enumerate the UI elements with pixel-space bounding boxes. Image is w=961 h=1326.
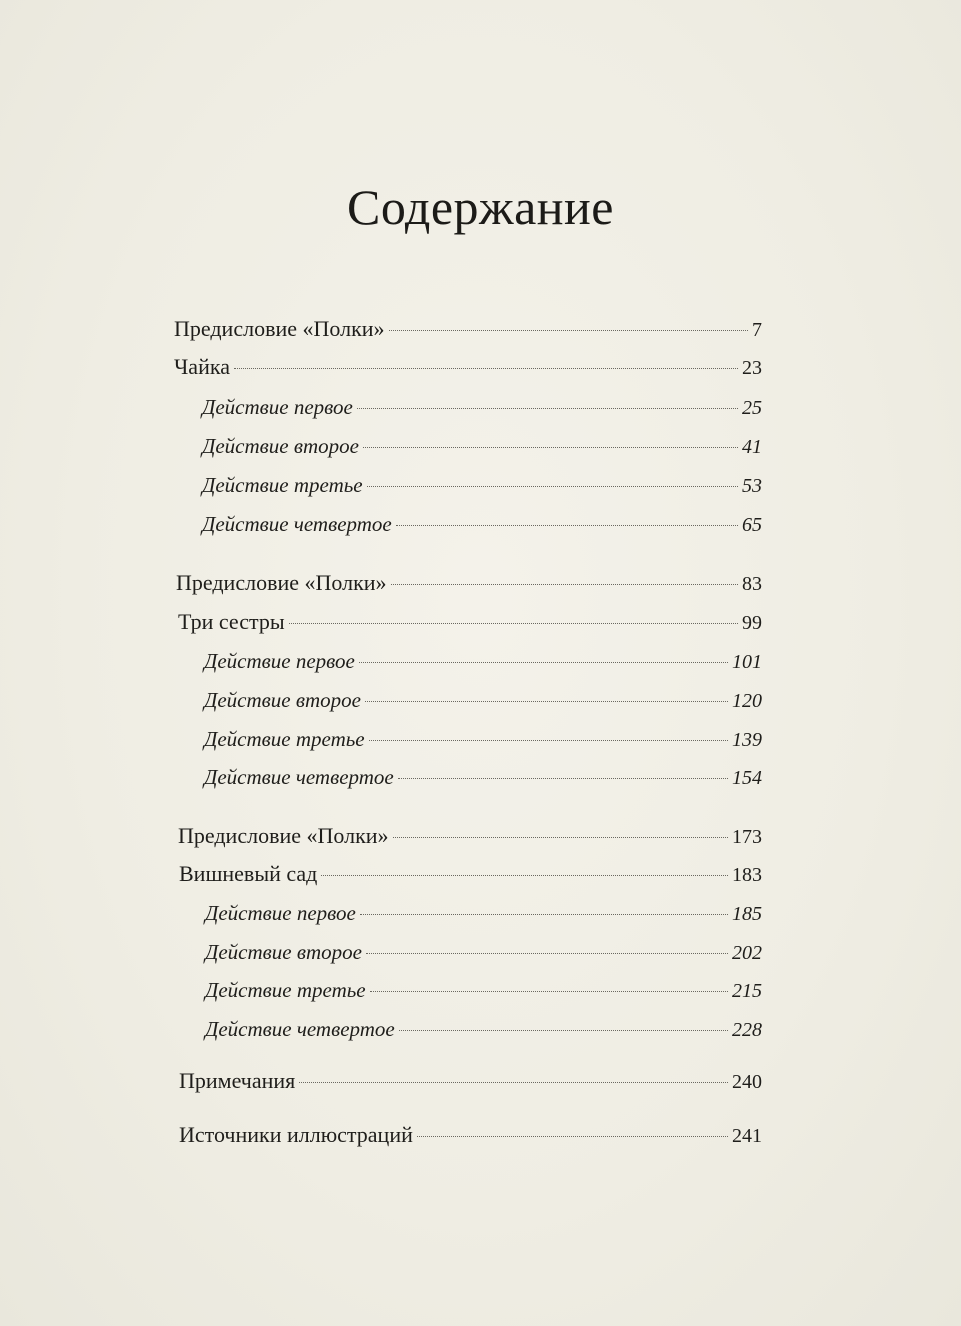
toc-entry: [178, 821, 762, 851]
toc-entry-page-number: 139: [732, 729, 762, 751]
toc-entry: [204, 724, 762, 754]
toc-entry-page-number: 241: [732, 1125, 762, 1147]
dot-leader: [399, 1030, 728, 1031]
toc-entry-label: Действие второе: [202, 434, 359, 458]
dot-leader: [365, 701, 728, 702]
toc-entry: [176, 568, 762, 598]
page-title: Содержание: [347, 179, 614, 235]
dot-leader: [367, 486, 738, 487]
toc-entry-page-number: 83: [742, 573, 762, 595]
toc-entry-label: Предисловие «Полки»: [174, 316, 385, 341]
toc-entry: [179, 859, 762, 889]
dot-leader: [359, 662, 728, 663]
dot-leader: [369, 740, 728, 741]
dot-leader: [370, 991, 728, 992]
toc-entry-label: Действие первое: [204, 649, 355, 673]
dot-leader: [396, 525, 738, 526]
toc-entry-label: Чайка: [174, 354, 230, 379]
dot-leader: [299, 1082, 728, 1083]
toc-entry-label: Действие четвертое: [202, 512, 392, 536]
toc-entry: [178, 607, 762, 637]
toc-entry-label: Предисловие «Полки»: [178, 823, 389, 848]
toc-entry-page-number: 53: [742, 475, 762, 497]
dot-leader: [417, 1136, 728, 1137]
toc-entry-page-number: 183: [732, 864, 762, 886]
toc-entry-page-number: 154: [732, 767, 762, 789]
toc-entry-page-number: 101: [732, 651, 762, 673]
toc-entry-page-number: 215: [732, 980, 762, 1002]
toc-entry-page-number: 7: [752, 319, 762, 341]
dot-leader: [393, 837, 728, 838]
dot-leader: [357, 408, 738, 409]
toc-entry-page-number: 23: [742, 357, 762, 379]
toc-entry-label: Действие третье: [205, 978, 366, 1002]
toc-entry-label: Предисловие «Полки»: [176, 570, 387, 595]
dot-leader: [363, 447, 738, 448]
toc-entry-page-number: 41: [742, 436, 762, 458]
toc-entry-page-number: 202: [732, 942, 762, 964]
toc-entry-page-number: 25: [742, 397, 762, 419]
dot-leader: [360, 914, 728, 915]
dot-leader: [398, 778, 728, 779]
toc-entry-label: Вишневый сад: [179, 861, 318, 886]
toc-entry: [202, 431, 762, 461]
toc-entry-page-number: 99: [742, 612, 762, 634]
dot-leader: [389, 330, 748, 331]
toc-entry-label: Действие четвертое: [205, 1017, 395, 1041]
toc-entry: [205, 898, 762, 928]
toc-entry: [204, 762, 762, 792]
toc-entry-label: Действие первое: [205, 901, 356, 925]
dot-leader: [366, 953, 728, 954]
toc-entry: [202, 509, 762, 539]
toc-entry: [174, 352, 762, 382]
dot-leader: [321, 875, 728, 876]
toc-entry-label: Действие третье: [202, 473, 363, 497]
toc-entry-label: Действие второе: [204, 688, 361, 712]
toc-entry-label: Примечания: [179, 1068, 296, 1093]
toc-entry: [202, 392, 762, 422]
toc-entry-label: Три сестры: [178, 609, 285, 634]
toc-entry-page-number: 240: [732, 1071, 762, 1093]
toc-entry-page-number: 65: [742, 514, 762, 536]
toc-entry-page-number: 185: [732, 903, 762, 925]
toc-entry-label: Действие второе: [205, 940, 362, 964]
toc-entry: [179, 1066, 762, 1096]
toc-entry: [179, 1120, 762, 1150]
toc-entry: [204, 646, 762, 676]
toc-entry-page-number: 228: [732, 1019, 762, 1041]
toc-entry: [205, 937, 762, 967]
toc-entry-page-number: 173: [732, 826, 762, 848]
toc-entry: [174, 314, 762, 344]
toc-entry-label: Источники иллюстраций: [179, 1122, 413, 1147]
dot-leader: [391, 584, 738, 585]
dot-leader: [289, 623, 738, 624]
toc-entry-label: Действие первое: [202, 395, 353, 419]
dot-leader: [234, 368, 738, 369]
toc-entry: [205, 975, 762, 1005]
toc-entry-page-number: 120: [732, 690, 762, 712]
toc-entry: [204, 685, 762, 715]
toc-entry: [202, 470, 762, 500]
toc-entry-label: Действие четвертое: [204, 765, 394, 789]
toc-entry: [205, 1014, 762, 1044]
toc-entry-label: Действие третье: [204, 727, 365, 751]
